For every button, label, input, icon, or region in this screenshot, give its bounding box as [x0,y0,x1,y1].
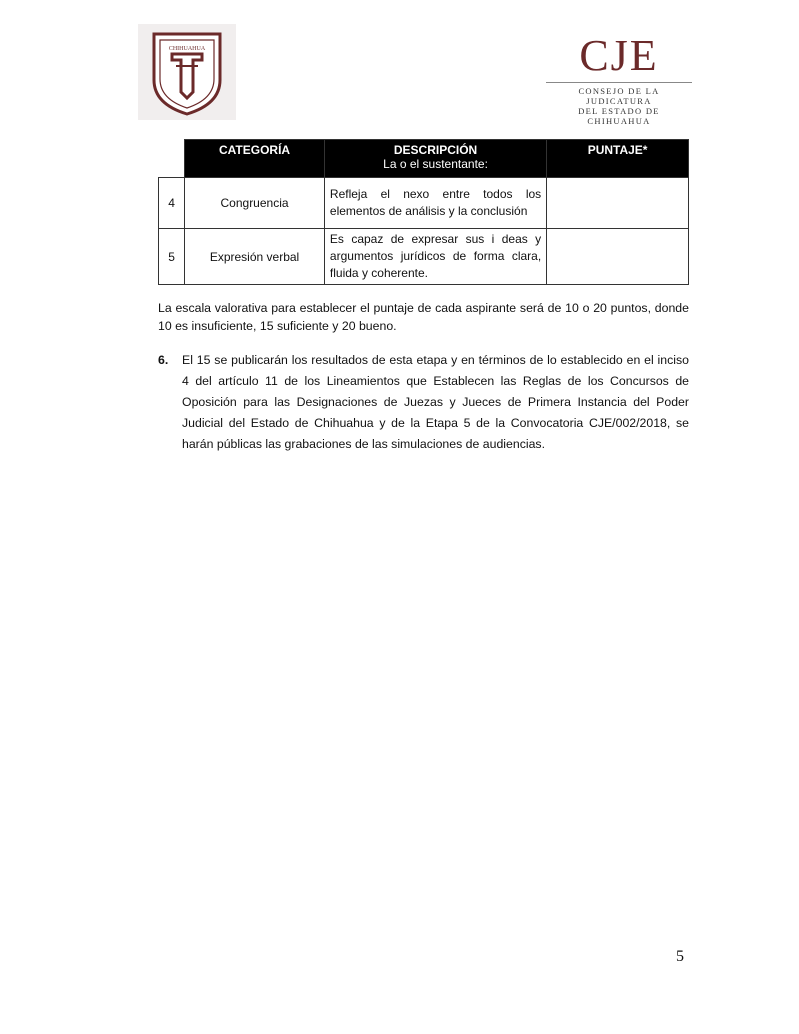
table-row [159,178,689,229]
row-description: Refleja el nexo entre todos los elementos de análisis y la conclusión [324,178,546,229]
cje-logo-mark: CJE [579,31,659,80]
evaluation-rubric-table [158,139,689,285]
row-score [547,229,689,285]
item-number: 6. [158,353,169,367]
cje-logo-divider [546,82,692,83]
header-category: CATEGORÍA [185,140,325,178]
table-row [159,229,689,285]
header-number-cell [159,140,185,178]
cje-logo-line1: CONSEJO DE LA JUDICATURA [578,86,660,106]
row-category: Expresión verbal [185,229,325,285]
row-description: Es capaz de expresar sus i deas y argumentos jurídicos de forma clara, fluida y coherente. [324,229,546,285]
header-description-subtitle: La o el sustentante: [383,157,488,171]
header-description-title: DESCRIPCIÓN [393,143,478,157]
page-number: 5 [676,948,684,965]
row-number: 5 [159,229,185,285]
header-score: PUNTAJE* [547,140,689,178]
table-header [159,140,689,178]
row-category: Congruencia [185,178,325,229]
numbered-item-6 [158,350,689,455]
row-number: 4 [159,178,185,229]
cje-logo [546,31,692,126]
svg-text:CHIHUAHUA: CHIHUAHUA [168,46,206,52]
row-score [547,178,689,229]
poder-judicial-seal-logo [138,24,236,120]
header-description [324,140,546,178]
scale-paragraph: La escala valorativa para establecer el puntaje de cada aspirante será de 10 o 20 puntos, donde 10 es insuficiente, 15 suficiente y 20 bueno. [158,301,689,333]
cje-logo-line2: DEL ESTADO DE CHIHUAHUA [578,106,660,126]
item-text: El 15 se publicarán los resultados de esta etapa y en términos de lo establecido en el inciso 4 del artículo 11 de los Lineamientos que Establecen las Reglas de los Concursos de Oposición para las Designaciones de Juezas y Jueces de Primera Instancia del Poder Judicial del Estado de Chihuahua y de la Etapa 5 de la Convocatoria CJE/002/2018, se harán públicas las grabaciones de las simulaciones de audiencias. [182,353,689,451]
